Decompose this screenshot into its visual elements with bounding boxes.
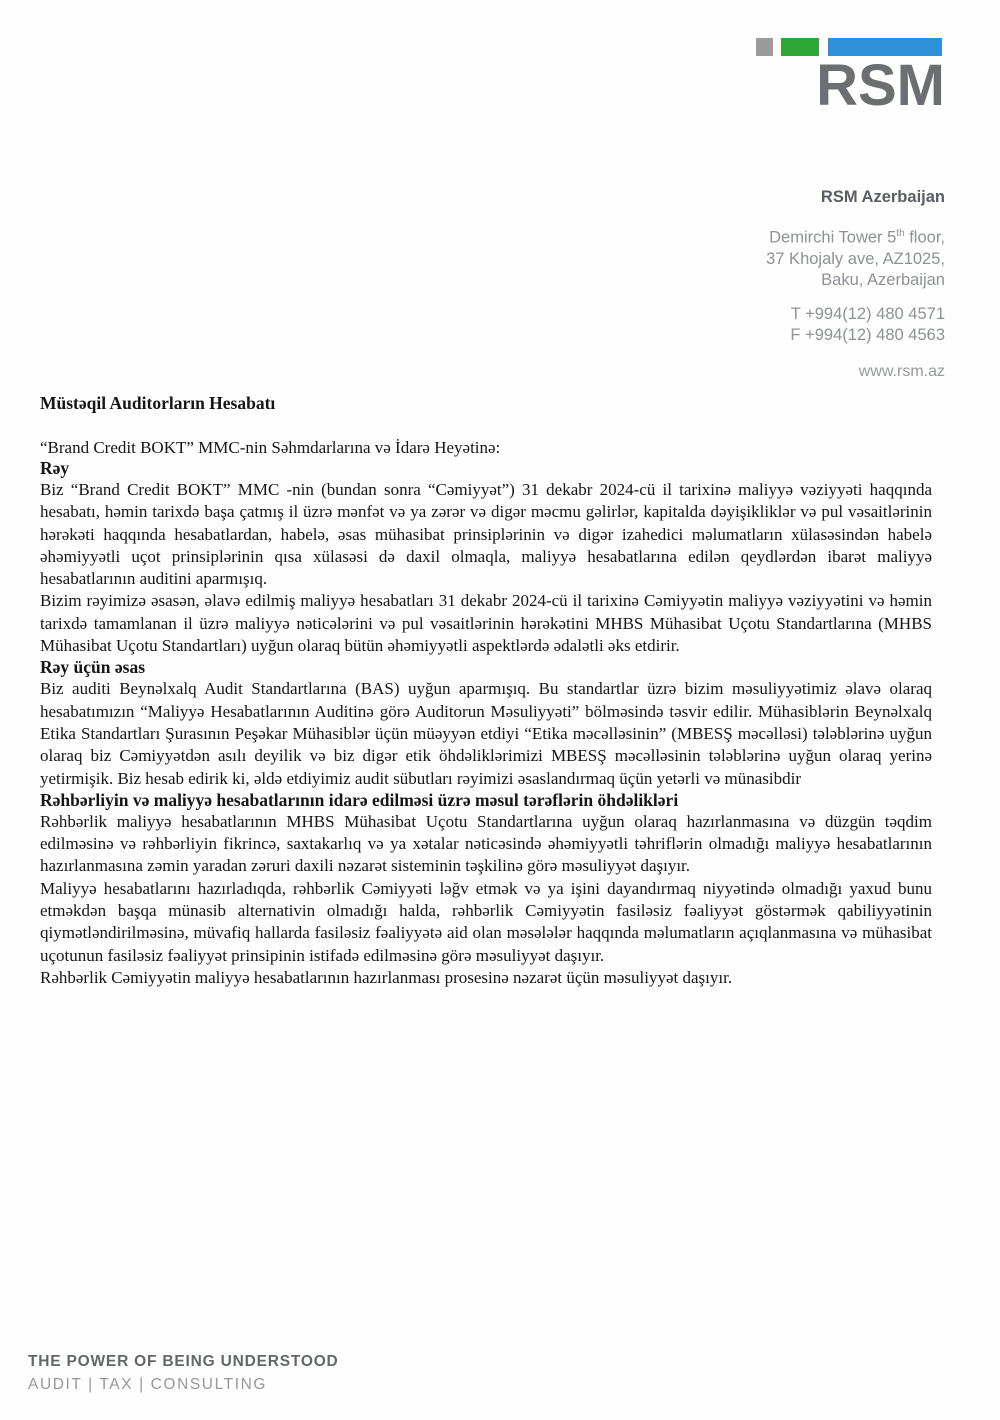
paragraph: Biz auditi Beynəlxalq Audit Standartlarına (BAS) uyğun aparmışıq. Bu standartlar üzrə bizim məsuliyyətimiz əlavə olaraq hesabatımızın “Maliyyə Hesabatlarının Auditinə görə Auditorun Məsuliyyəti” bölməsində təsvir edilir. Mühasiblərin Beynəlxalq Etika Standartları Şurasının Peşəkar Mühasiblər üçün müəyyən etdiyi “Etika məcəlləsinin” (MBESŞ məcəlləsi) tələblərinə uyğun olaraq biz Cəmiyyətdən asılı deyilik və biz digər etik öhdəliklərimizi MBESŞ məcəlləsinin tələblərinə uyğun olaraq yerinə yetirmişik. Biz hesab edirik ki, əldə etdiyimiz audit sübutları rəyimizi əsaslandırmaq üçün yetərli və münasibdir [40,679,932,788]
section-heading-basis-for-opinion: Rəy üçün əsas [40,657,146,678]
paragraph: Rəhbərlik maliyyə hesabatlarının MHBS Mühasibat Uçotu Standartlarına uyğun olaraq hazırlanmasına və düzgün təqdim edilməsinə və rəhbərliyin fikrincə, saxtakarlıq və ya xətalar nəticəsində əhəmiyyətli təhriflərin olmadığı maliyyə hesabatlarının hazırlanmasına zəmin yaradan zəruri daxili nəzarət sisteminin təşkilinə görə məsuliyyət daşıyır. [40,811,932,876]
fax-number: F +994(12) 480 4563 [790,325,945,344]
paragraph: Bizim rəyimizə əsasən, əlavə edilmiş maliyyə hesabatları 31 dekabr 2024-cü il tarixinə Cəmiyyətin maliyyə vəziyyətini və həmin tarixdə tamamlanan il üzrə maliyyə nəticələrini və pul vəsaitlərinin hərəkətini MHBS Mühasibat Uçotu Standartlarına (MHBS Mühasibat Uçotu Standartları) uyğun olaraq bütün əhəmiyyətli aspektlərdə ədalətli əks etdirir. [40,591,932,656]
page-footer [28,1353,339,1394]
section-heading-opinion: Rəy [40,458,70,478]
footer-services: AUDIT | TAX | CONSULTING [28,1376,268,1393]
address-line-2: 37 Khojaly ave, AZ1025, [766,249,945,268]
paragraph: Biz “Brand Credit BOKT” MMC -nin (bundan sonra “Cəmiyyət”) 31 dekabr 2024-cü il tarixinə maliyyə vəziyyəti haqqında hesabatı, həmin tarixdə başa çatmış il üzrə mənfət və ya zərər və digər məcmu gəlirlər, kapitalda dəyişikliklər və pul vəsaitlərinin hərəkəti haqqında hesabatlardan, habelə, əsas mühasibat prinsiplərinin və digər izahedici məlumatların xülasəsindən habelə əhəmiyyətli uçot prinsiplərinin qısa xülasəsi də daxil olmaqla, maliyyə hesabatlarına edilən qeydlərdən ibarət maliyyə hesabatlarının auditini aparmışıq. [40,480,932,589]
document-body [40,393,932,989]
address-line-3: Baku, Azerbaijan [821,270,945,289]
contact-block [766,188,945,381]
paragraph: Maliyyə hesabatlarını hazırladıqda, rəhbərlik Cəmiyyəti ləğv etmək və ya işini dayandırmaq niyyətində olmadığı yaxud bunu etməkdən başqa münasib alternativin olmadığı halda, rəhbərlik Cəmiyyətin fasiləsiz fəaliyyət göstərmək qabiliyyətinin qiymətləndirilməsinə, müvafiq hallarda fasiləsiz fəaliyyətə aid olan məsələlər haqqında məlumatların açıqlanmasına və mühasibat uçotunun fasiləsiz fəaliyyət prinsipinin istifadə edilməsinə görə məsuliyyət daşıyır. [40,878,932,965]
website-link: www.rsm.az [858,362,945,380]
paragraph: Rəhbərlik Cəmiyyətin maliyyə hesabatlarının hazırlanması prosesinə nəzarət üçün məsuliyyət daşıyır. [40,967,733,987]
logo-gray-block-icon [756,38,773,56]
phone-number: T +994(12) 480 4571 [790,304,945,323]
address-line-1: Demirchi Tower 5th floor, [769,228,945,247]
document-title: Müstəqil Auditorların Hesabatı [40,393,276,413]
rsm-logo-wordmark: RSM [816,53,945,118]
section-heading-management-responsibilities: Rəhbərliyin və maliyyə hesabatlarının idarə edilməsi üzrə məsul tərəflərin öhdəlikləri [40,789,679,810]
address-superscript: th [896,228,905,239]
logo-green-block-icon [781,38,819,56]
footer-tagline: THE POWER OF BEING UNDERSTOOD [28,1353,339,1370]
addressee-line: “Brand Credit BOKT” MMC-nin Səhmdarlarına və İdarə Heyətinə: [40,438,501,457]
company-name: RSM Azerbaijan [820,188,945,206]
